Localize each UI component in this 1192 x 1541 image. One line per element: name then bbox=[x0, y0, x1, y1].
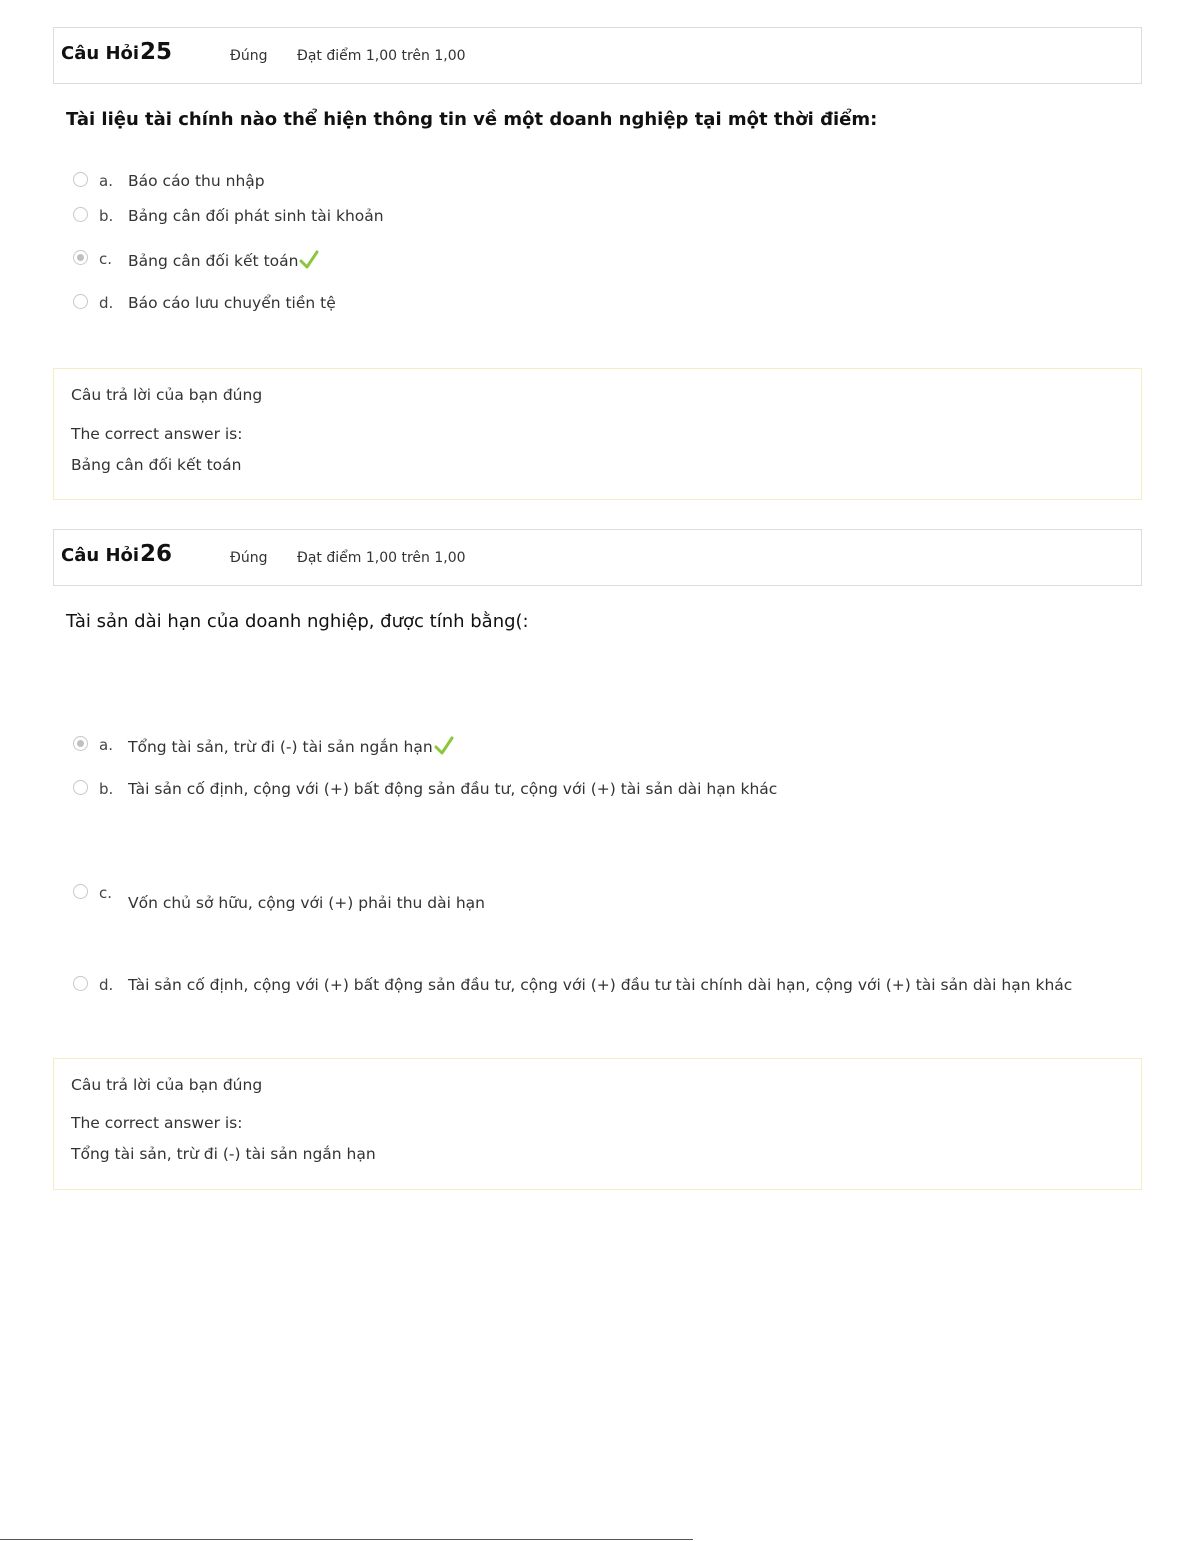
feedback-status: Câu trả lời của bạn đúng bbox=[71, 1076, 263, 1094]
radio-icon[interactable] bbox=[73, 780, 88, 795]
correct-answer: Bảng cân đối kết toán bbox=[71, 456, 242, 474]
option-label: Báo cáo lưu chuyển tiền tệ bbox=[128, 294, 336, 312]
option-letter: c. bbox=[99, 884, 113, 902]
question-number: 26 bbox=[140, 541, 173, 567]
question-25-feedback bbox=[53, 368, 1142, 500]
question-grade: Đạt điểm 1,00 trên 1,00 bbox=[297, 550, 466, 566]
question-number: 25 bbox=[140, 39, 173, 65]
radio-icon[interactable] bbox=[73, 884, 88, 899]
question-label: Câu Hỏi bbox=[61, 43, 140, 64]
question-25-text: Tài liệu tài chính nào thể hiện thông tin về một doanh nghiệp tại một thời điểm: bbox=[66, 109, 878, 130]
option-label-wrap bbox=[128, 250, 319, 270]
option-letter: a. bbox=[99, 736, 113, 754]
check-icon bbox=[299, 250, 319, 270]
option-label: Báo cáo thu nhập bbox=[128, 172, 265, 190]
question-state: Đúng bbox=[230, 48, 268, 64]
correct-answer: Tổng tài sản, trừ đi (-) tài sản ngắn hạn bbox=[71, 1145, 376, 1163]
option-label-wrap bbox=[128, 736, 454, 756]
question-25-info bbox=[53, 27, 1142, 84]
check-icon bbox=[434, 736, 454, 756]
radio-icon[interactable] bbox=[73, 294, 88, 309]
option-label: Vốn chủ sở hữu, cộng với (+) phải thu dài hạn bbox=[128, 894, 485, 912]
question-grade: Đạt điểm 1,00 trên 1,00 bbox=[297, 48, 466, 64]
option-label: Tài sản cố định, cộng với (+) bất động sản đầu tư, cộng với (+) tài sản dài hạn khác bbox=[128, 780, 778, 798]
radio-icon[interactable] bbox=[73, 207, 88, 222]
option-letter: c. bbox=[99, 250, 113, 268]
question-26-info bbox=[53, 529, 1142, 586]
option-label: Bảng cân đối phát sinh tài khoản bbox=[128, 207, 384, 225]
correct-answer-intro: The correct answer is: bbox=[71, 1114, 243, 1132]
correct-answer-intro: The correct answer is: bbox=[71, 425, 243, 443]
radio-icon[interactable] bbox=[73, 976, 88, 991]
question-label: Câu Hỏi bbox=[61, 545, 140, 566]
question-state: Đúng bbox=[230, 550, 268, 566]
question-26-text: Tài sản dài hạn của doanh nghiệp, được tính bằng(: bbox=[66, 611, 529, 632]
option-label: Bảng cân đối kết toán bbox=[128, 252, 299, 270]
radio-icon-selected[interactable] bbox=[73, 250, 88, 265]
option-label: Tài sản cố định, cộng với (+) bất động sản đầu tư, cộng với (+) đầu tư tài chính dài hạn, cộng với (+) tài sản dài hạn khác bbox=[128, 976, 1073, 994]
radio-icon-selected[interactable] bbox=[73, 736, 88, 751]
option-label: Tổng tài sản, trừ đi (-) tài sản ngắn hạn bbox=[128, 738, 433, 756]
feedback-status: Câu trả lời của bạn đúng bbox=[71, 386, 263, 404]
option-letter: d. bbox=[99, 976, 114, 994]
option-letter: b. bbox=[99, 207, 114, 225]
option-letter: a. bbox=[99, 172, 113, 190]
option-letter: d. bbox=[99, 294, 114, 312]
option-letter: b. bbox=[99, 780, 114, 798]
radio-icon[interactable] bbox=[73, 172, 88, 187]
question-26-feedback bbox=[53, 1058, 1142, 1190]
footer-divider bbox=[0, 1539, 693, 1540]
